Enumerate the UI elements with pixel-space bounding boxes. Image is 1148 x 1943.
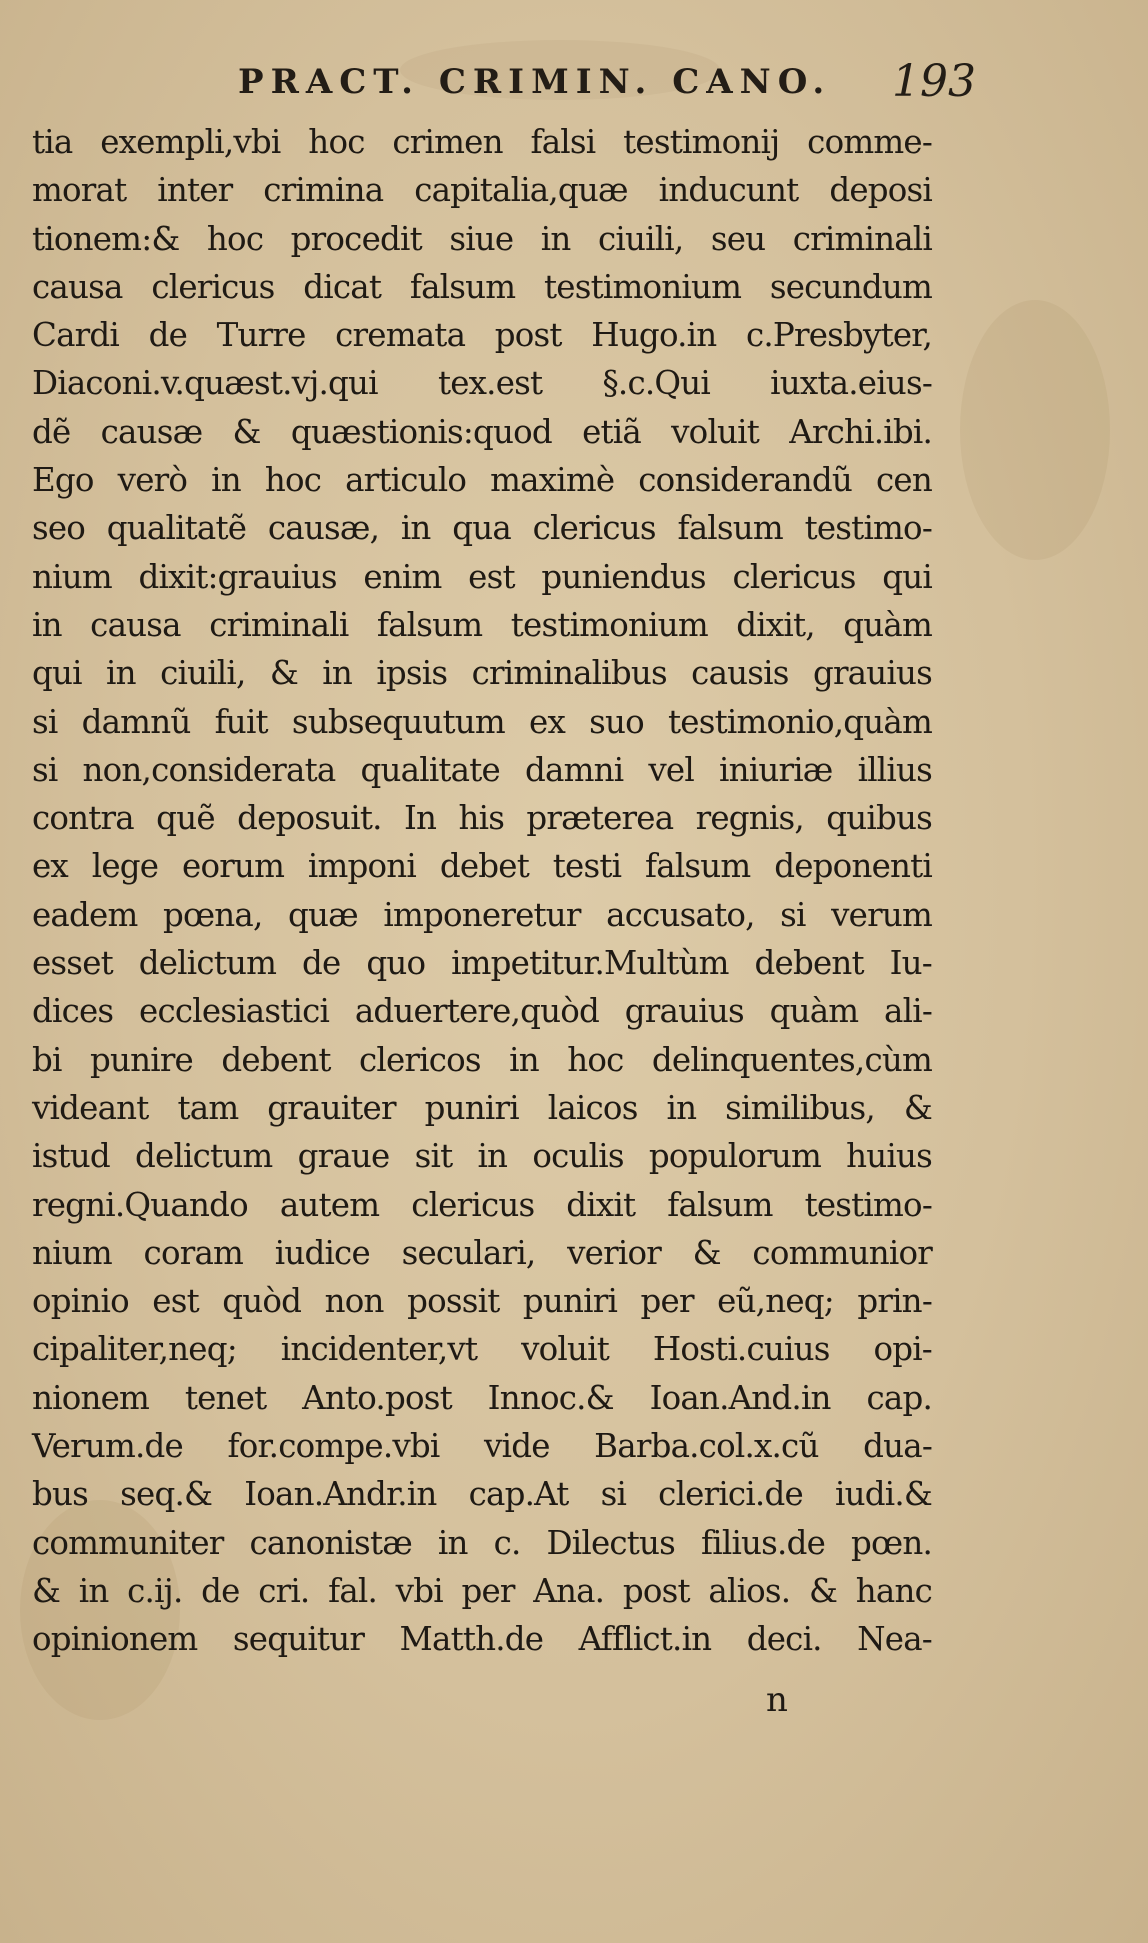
text-line: cipaliter,neq; incidenter,vt voluit Hosti.cuius opi- bbox=[32, 1330, 932, 1369]
text-line: contra quẽ deposuit. In his præterea regnis, quibus bbox=[32, 799, 932, 838]
text-line: bus seq.& Ioan.Andr.in cap.At si clerici.de iudi.& bbox=[32, 1475, 932, 1514]
text-line: videant tam grauiter puniri laicos in similibus, & bbox=[32, 1088, 932, 1127]
text-line: Ego verò in hoc articulo maximè considerandũ cen bbox=[32, 461, 932, 500]
text-line: & in c.ij. de cri. fal. vbi per Ana. post alios. & hanc bbox=[32, 1571, 932, 1610]
text-line: tia exempli,vbi hoc crimen falsi testimonij comme- bbox=[32, 123, 932, 161]
text-line: nium coram iudice seculari, verior & communior bbox=[32, 1233, 932, 1272]
text-line: esset delictum de quo impetitur.Multùm debent Iu- bbox=[32, 944, 932, 983]
text-line: causa clericus dicat falsum testimonium secundum bbox=[32, 267, 932, 306]
paper-stain bbox=[960, 300, 1110, 560]
text-line: opinio est quòd non possit puniri per eũ,neq; prin- bbox=[32, 1282, 932, 1321]
text-line: bi punire debent clericos in hoc delinquentes,cùm bbox=[32, 1040, 932, 1079]
text-line: communiter canonistæ in c. Dilectus filius.de pœn. bbox=[32, 1523, 932, 1562]
running-head: PRACT. CRIMIN. CANO. bbox=[238, 62, 832, 102]
text-line: dices ecclesiastici aduertere,quòd grauius quàm ali- bbox=[32, 992, 932, 1031]
text-line: Cardi de Turre cremata post Hugo.in c.Presbyter, bbox=[32, 316, 932, 355]
text-line: dẽ causæ & quæstionis:quod etiã voluit Archi.ibi. bbox=[32, 412, 932, 451]
text-line: nionem tenet Anto.post Innoc.& Ioan.And.in cap. bbox=[32, 1378, 932, 1417]
catchword: n bbox=[766, 1680, 788, 1720]
text-line: opinionem sequitur Matth.de Afflict.in deci. Nea- bbox=[32, 1620, 932, 1659]
text-line: si damnũ fuit subsequutum ex suo testimonio,quàm bbox=[32, 702, 932, 741]
text-line: ex lege eorum imponi debet testi falsum deponenti bbox=[32, 847, 932, 886]
text-line: istud delictum graue sit in oculis populorum huius bbox=[32, 1137, 932, 1176]
text-line: morat inter crimina capitalia,quæ inducunt deposi bbox=[32, 171, 932, 210]
page-number: 193 bbox=[892, 56, 976, 107]
text-line: regni.Quando autem clericus dixit falsum testimo- bbox=[32, 1185, 932, 1224]
text-line: si non,considerata qualitate damni vel iniuriæ illius bbox=[32, 750, 932, 789]
text-line: eadem pœna, quæ imponeretur accusato, si verum bbox=[32, 895, 932, 934]
text-line: in causa criminali falsum testimonium dixit, quàm bbox=[32, 605, 932, 644]
text-block bbox=[32, 118, 932, 1664]
text-line: nium dixit:grauius enim est puniendus clericus qui bbox=[32, 557, 932, 596]
text-line: qui in ciuili, & in ipsis criminalibus causis grauius bbox=[32, 654, 932, 693]
text-line: Verum.de for.compe.vbi vide Barba.col.x.cũ dua- bbox=[32, 1427, 932, 1466]
text-line: seo qualitatẽ causæ, in qua clericus falsum testimo- bbox=[32, 509, 932, 548]
text-line: tionem:& hoc procedit siue in ciuili, seu criminali bbox=[32, 219, 932, 258]
text-line: Diaconi.v.quæst.vj.qui tex.est §.c.Qui iuxta.eius- bbox=[32, 364, 932, 403]
